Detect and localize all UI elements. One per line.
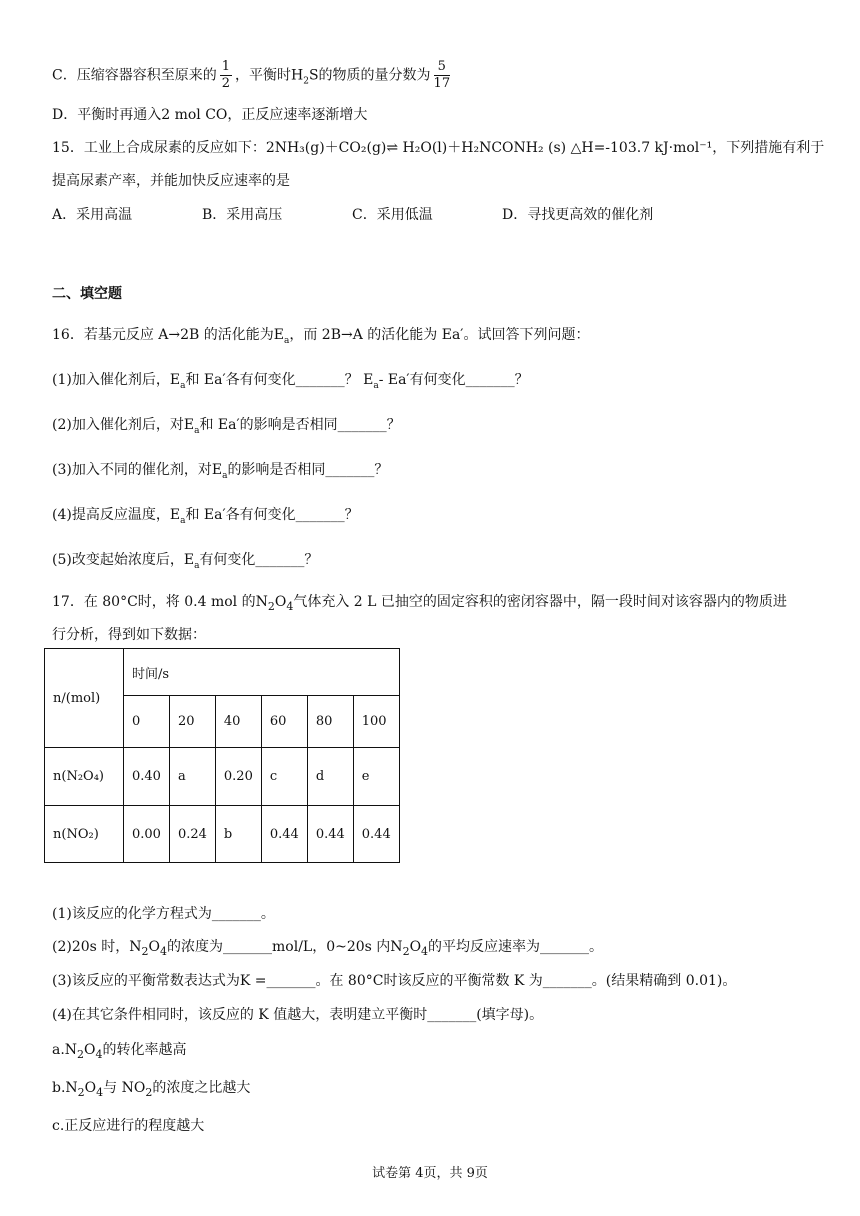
table-cell: 0.44 [307, 806, 353, 863]
table-cell: 0.40 [124, 748, 170, 806]
table-header-cell: 0 [124, 696, 170, 748]
q17-option-b: $b.N_2O_4$与 $NO_2$的浓度之比越大 [52, 1080, 251, 1099]
table-cell: 0.20 [215, 748, 261, 806]
page-footer: 试卷第 4页，共 9页 [372, 1166, 488, 1181]
q16-stem: 16．若基元反应 A→2B 的活化能为$E_a$，而 2B→A 的活化能为 Ea′。试回答下列问题： [52, 327, 590, 346]
q17-stem-line2: 行分析，得到如下数据： [52, 627, 206, 643]
table-cell: a [169, 748, 215, 806]
table-cell: 0.00 [124, 806, 170, 863]
q17-sub-4: (4)在其它条件相同时，该反应的 K 值越大，表明建立平衡时_______(填字母)。 [52, 1007, 544, 1023]
table-cell: b [215, 806, 261, 863]
table-row [45, 806, 400, 863]
q16-item-5: (5)改变起始浓度后，$E_a$有何变化_______？ [52, 552, 319, 571]
q15-option-c: C．采用低温 [352, 207, 433, 223]
q15-stem-line2: 提高尿素产率，并能加快反应速率的是 [52, 173, 290, 189]
table-time-header: 时间/s [124, 649, 400, 696]
table-cell: d [307, 748, 353, 806]
q17-option-a: $a.N_2O_4$的转化率越高 [52, 1042, 187, 1061]
table-header-cell: 100 [353, 696, 399, 748]
table-header-cell: 20 [169, 696, 215, 748]
q16-item-3: (3)加入不同的催化剂，对$E_a$的影响是否相同_______？ [52, 462, 389, 481]
q16-item-2: (2)加入催化剂后，对$E_a$和 Ea′的影响是否相同_______？ [52, 417, 401, 436]
table-cell: 0.44 [261, 806, 307, 863]
q15-option-d: D．寻找更高效的催化剂 [502, 207, 654, 223]
section-title: 二、填空题 [52, 286, 122, 302]
q17-sub-2: (2)20s 时，$N_2O_4$的浓度为_______mol/L，0~20s 内$N_2O_4$的平均反应速率为_______。 [52, 939, 604, 958]
table-cell: 0.24 [169, 806, 215, 863]
table-header-cell: 40 [215, 696, 261, 748]
q15-option-a: A．采用高温 [52, 207, 133, 223]
fraction-five-seventeenths: $\frac{5}{17}$ [433, 59, 451, 91]
row-label-n2o4: n(N₂O₄) [45, 748, 124, 806]
q15-option-b: B．采用高压 [202, 207, 283, 223]
q16-item-4: (4)提高反应温度，$E_a$和 Ea′各有何变化_______？ [52, 507, 359, 526]
table-row [45, 748, 400, 806]
q14-option-c: C．压缩容器容积至原来的 $\frac{1}{2}$ ，平衡时$H_2S$的物质的量分数为 $\frac{5}{17}$ [52, 59, 451, 91]
data-table [44, 648, 400, 863]
q17-sub-1: (1)该反应的化学方程式为_______。 [52, 906, 275, 922]
table-corner-header: n/(mol) [45, 649, 124, 748]
q17-sub-3: (3)该反应的平衡常数表达式为K =_______。在 80°C时该反应的平衡常数 K 为_______。(结果精确到 0.01)。 [52, 973, 737, 989]
table-header-cell: 60 [261, 696, 307, 748]
table-cell: 0.44 [353, 806, 399, 863]
table-cell: c [261, 748, 307, 806]
q16-item-1: (1)加入催化剂后，$E_a$和 Ea′各有何变化_______？ $E_a-$ Ea′有何变化_______？ [52, 372, 529, 391]
q15-options [52, 205, 652, 225]
q17-stem-line1: 17．在 80°C时，将 0.4 mol 的$N_2O_4$气体充入 2 L 已抽空的固定容积的密闭容器中，隔一段时间对该容器内的物质进 [52, 594, 787, 613]
row-label-no2: n(NO₂) [45, 806, 124, 863]
q15-stem-line1: 15．工业上合成尿素的反应如下：2NH₃(g)＋CO₂(g)⇌ H₂O(l)＋H₂NCONH₂ (s) △H=-103.7 kJ·mol⁻¹，下列措施有利于 [52, 140, 825, 156]
q17-option-c: c.正反应进行的程度越大 [52, 1118, 205, 1134]
fraction-one-half: $\frac{1}{2}$ [221, 59, 230, 91]
table-cell: e [353, 748, 399, 806]
q14-option-d: D．平衡时再通入2 mol CO，正反应速率逐渐增大 [52, 107, 368, 123]
table-header-cell: 80 [307, 696, 353, 748]
